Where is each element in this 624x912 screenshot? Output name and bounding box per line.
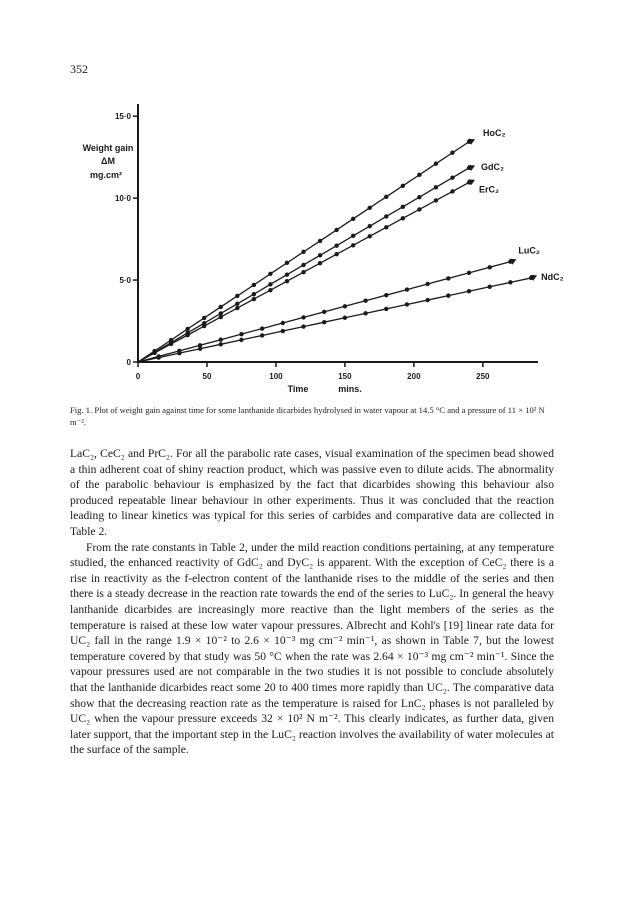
data-point xyxy=(343,316,347,320)
data-point xyxy=(219,305,223,309)
data-point xyxy=(285,261,289,265)
data-point xyxy=(384,225,388,229)
y-axis-label: ΔM xyxy=(101,156,115,166)
y-tick-label: 5·0 xyxy=(119,276,131,286)
data-point xyxy=(301,250,305,254)
x-axis-label: mins. xyxy=(338,384,362,394)
data-point xyxy=(401,205,405,209)
data-point xyxy=(322,320,326,324)
x-tick-label: 100 xyxy=(269,372,283,381)
data-point xyxy=(351,217,355,221)
data-point xyxy=(405,287,409,291)
body-text xyxy=(70,446,554,758)
data-point xyxy=(368,206,372,210)
data-point xyxy=(405,302,409,306)
data-point xyxy=(301,263,305,267)
data-point xyxy=(368,234,372,238)
data-point xyxy=(363,299,367,303)
data-point xyxy=(508,280,512,284)
data-point xyxy=(434,162,438,166)
y-tick-label: 0 xyxy=(126,358,131,367)
data-point xyxy=(301,324,305,328)
data-point xyxy=(351,234,355,238)
data-point xyxy=(417,207,421,211)
data-point xyxy=(384,307,388,311)
data-point xyxy=(467,289,471,293)
paragraph: From the rate constants in Table 2, under the mild reaction conditions pertaining, at any temperature studied, the enhanced reactivity of GdC₂ and DyC₂ is apparent. With the exception of CeC₂ there is a rise in reactivity as the f-electron content of the lanthanide rises to the middle of the series and then there is a steady decrease in the reaction rate towards the end of the series to LuC₂. In general the heavy lanthanide dicarbides are increasingly more reactive than the light members of the series as the temperature is raised at these low water vapour pressures. Albrecht and Kohl's [19] linear rate data for UC₂ fall in the range 1.9 × 10⁻² to 2.6 × 10⁻³ mg cm⁻² min⁻¹, as shown in Table 7, but the lowest temperature covered by that study was 50 °C when the rate was 2.64 × 10⁻³ mg cm⁻² min⁻¹. Since the vapour pressures used are not comparable in the two studies it is not possible to conclude absolutely that the lanthanide dicarbides react some 20 to 400 times more rapidly than UC₂. The comparative data show that the decreasing reaction rate as the temperature is raised for LnC₂ phases is not paralleled by UC₂ when the vapour pressure exceeds 32 × 10² N m⁻². This clearly indicates, as further data, given later support, that the important step in the LuC₂ reaction involves the availability of water molecules at the surface of the sample. xyxy=(70,540,554,757)
data-point xyxy=(268,272,272,276)
y-tick-label: 10·0 xyxy=(114,194,131,204)
data-point xyxy=(425,298,429,302)
data-point xyxy=(384,293,388,297)
data-point xyxy=(301,315,305,319)
data-point xyxy=(185,327,189,331)
data-point xyxy=(363,311,367,315)
data-point xyxy=(239,338,243,342)
data-point xyxy=(268,282,272,286)
data-point xyxy=(156,355,160,359)
data-point xyxy=(235,294,239,298)
data-point xyxy=(185,333,189,337)
data-point xyxy=(368,224,372,228)
data-point xyxy=(252,292,256,296)
data-point xyxy=(488,285,492,289)
data-point xyxy=(434,198,438,202)
x-axis-label: Time xyxy=(287,384,309,394)
data-point xyxy=(434,185,438,189)
data-point xyxy=(384,195,388,199)
series-label: LuC₂ xyxy=(518,245,540,256)
data-point xyxy=(301,270,305,274)
data-point xyxy=(446,276,450,280)
figure-caption: Fig. 1. Plot of weight gain against time for some lanthanide dicarbides hydrolysed in water vapour at 14.5 °C and a pressure of 11 × 10² N m⁻². xyxy=(70,405,545,427)
data-point xyxy=(281,329,285,333)
series-line xyxy=(138,278,531,362)
y-tick-label: 15·0 xyxy=(114,112,131,122)
data-point xyxy=(351,243,355,247)
data-point xyxy=(384,214,388,218)
data-point xyxy=(318,253,322,257)
data-point xyxy=(177,351,181,355)
data-point xyxy=(285,272,289,276)
data-point xyxy=(281,321,285,325)
data-point xyxy=(450,175,454,179)
data-point xyxy=(202,316,206,320)
data-point xyxy=(334,228,338,232)
data-point xyxy=(252,297,256,301)
data-point xyxy=(450,151,454,155)
data-point xyxy=(322,310,326,314)
data-point xyxy=(152,351,156,355)
x-tick-label: 150 xyxy=(338,372,352,381)
data-point xyxy=(401,216,405,220)
x-tick-label: 250 xyxy=(476,372,490,381)
series-label: GdC₂ xyxy=(481,161,505,172)
y-axis-label: mg.cm² xyxy=(89,170,123,180)
data-point xyxy=(285,279,289,283)
series-label: ErC₂ xyxy=(479,184,500,195)
data-point xyxy=(467,271,471,275)
series-label: NdC₂ xyxy=(541,271,564,282)
data-point xyxy=(334,252,338,256)
data-point xyxy=(198,347,202,351)
data-point xyxy=(169,342,173,346)
paragraph: LaC₂, CeC₂ and PrC₂. For all the parabolic rate cases, visual examination of the specimen bead showed a thin adherent coat of shiny reaction product, which was passive even to dilute acids. The abnormality of the parabolic behaviour is emphasized by the fact that dicarbides showing this behaviour also produced repeatable linear behaviour in other experiments. Thus it was concluded that the reaction leading to linear kinetics was typical for this series of carbides and comparative data are collected in Table 2. xyxy=(70,447,554,538)
x-tick-label: 0 xyxy=(135,372,141,381)
data-point xyxy=(401,184,405,188)
data-point xyxy=(219,342,223,346)
data-point xyxy=(202,324,206,328)
series-label: HoC₂ xyxy=(483,127,506,138)
data-point xyxy=(235,306,239,310)
data-point xyxy=(219,338,223,342)
data-point xyxy=(268,288,272,292)
data-point xyxy=(239,332,243,336)
data-point xyxy=(235,302,239,306)
data-point xyxy=(318,261,322,265)
data-point xyxy=(417,173,421,177)
data-point xyxy=(219,315,223,319)
data-point xyxy=(488,265,492,269)
data-point xyxy=(446,293,450,297)
data-point xyxy=(417,195,421,199)
data-point xyxy=(260,333,264,337)
y-axis-label: Weight gain xyxy=(82,143,134,153)
data-point xyxy=(425,282,429,286)
x-tick-label: 50 xyxy=(202,372,212,381)
data-point xyxy=(252,283,256,287)
page-number: 352 xyxy=(70,62,88,76)
data-point xyxy=(318,239,322,243)
data-point xyxy=(260,326,264,330)
data-point xyxy=(343,304,347,308)
data-point xyxy=(334,243,338,247)
weight-gain-chart xyxy=(0,0,624,400)
x-tick-label: 200 xyxy=(407,372,421,381)
data-point xyxy=(450,189,454,193)
